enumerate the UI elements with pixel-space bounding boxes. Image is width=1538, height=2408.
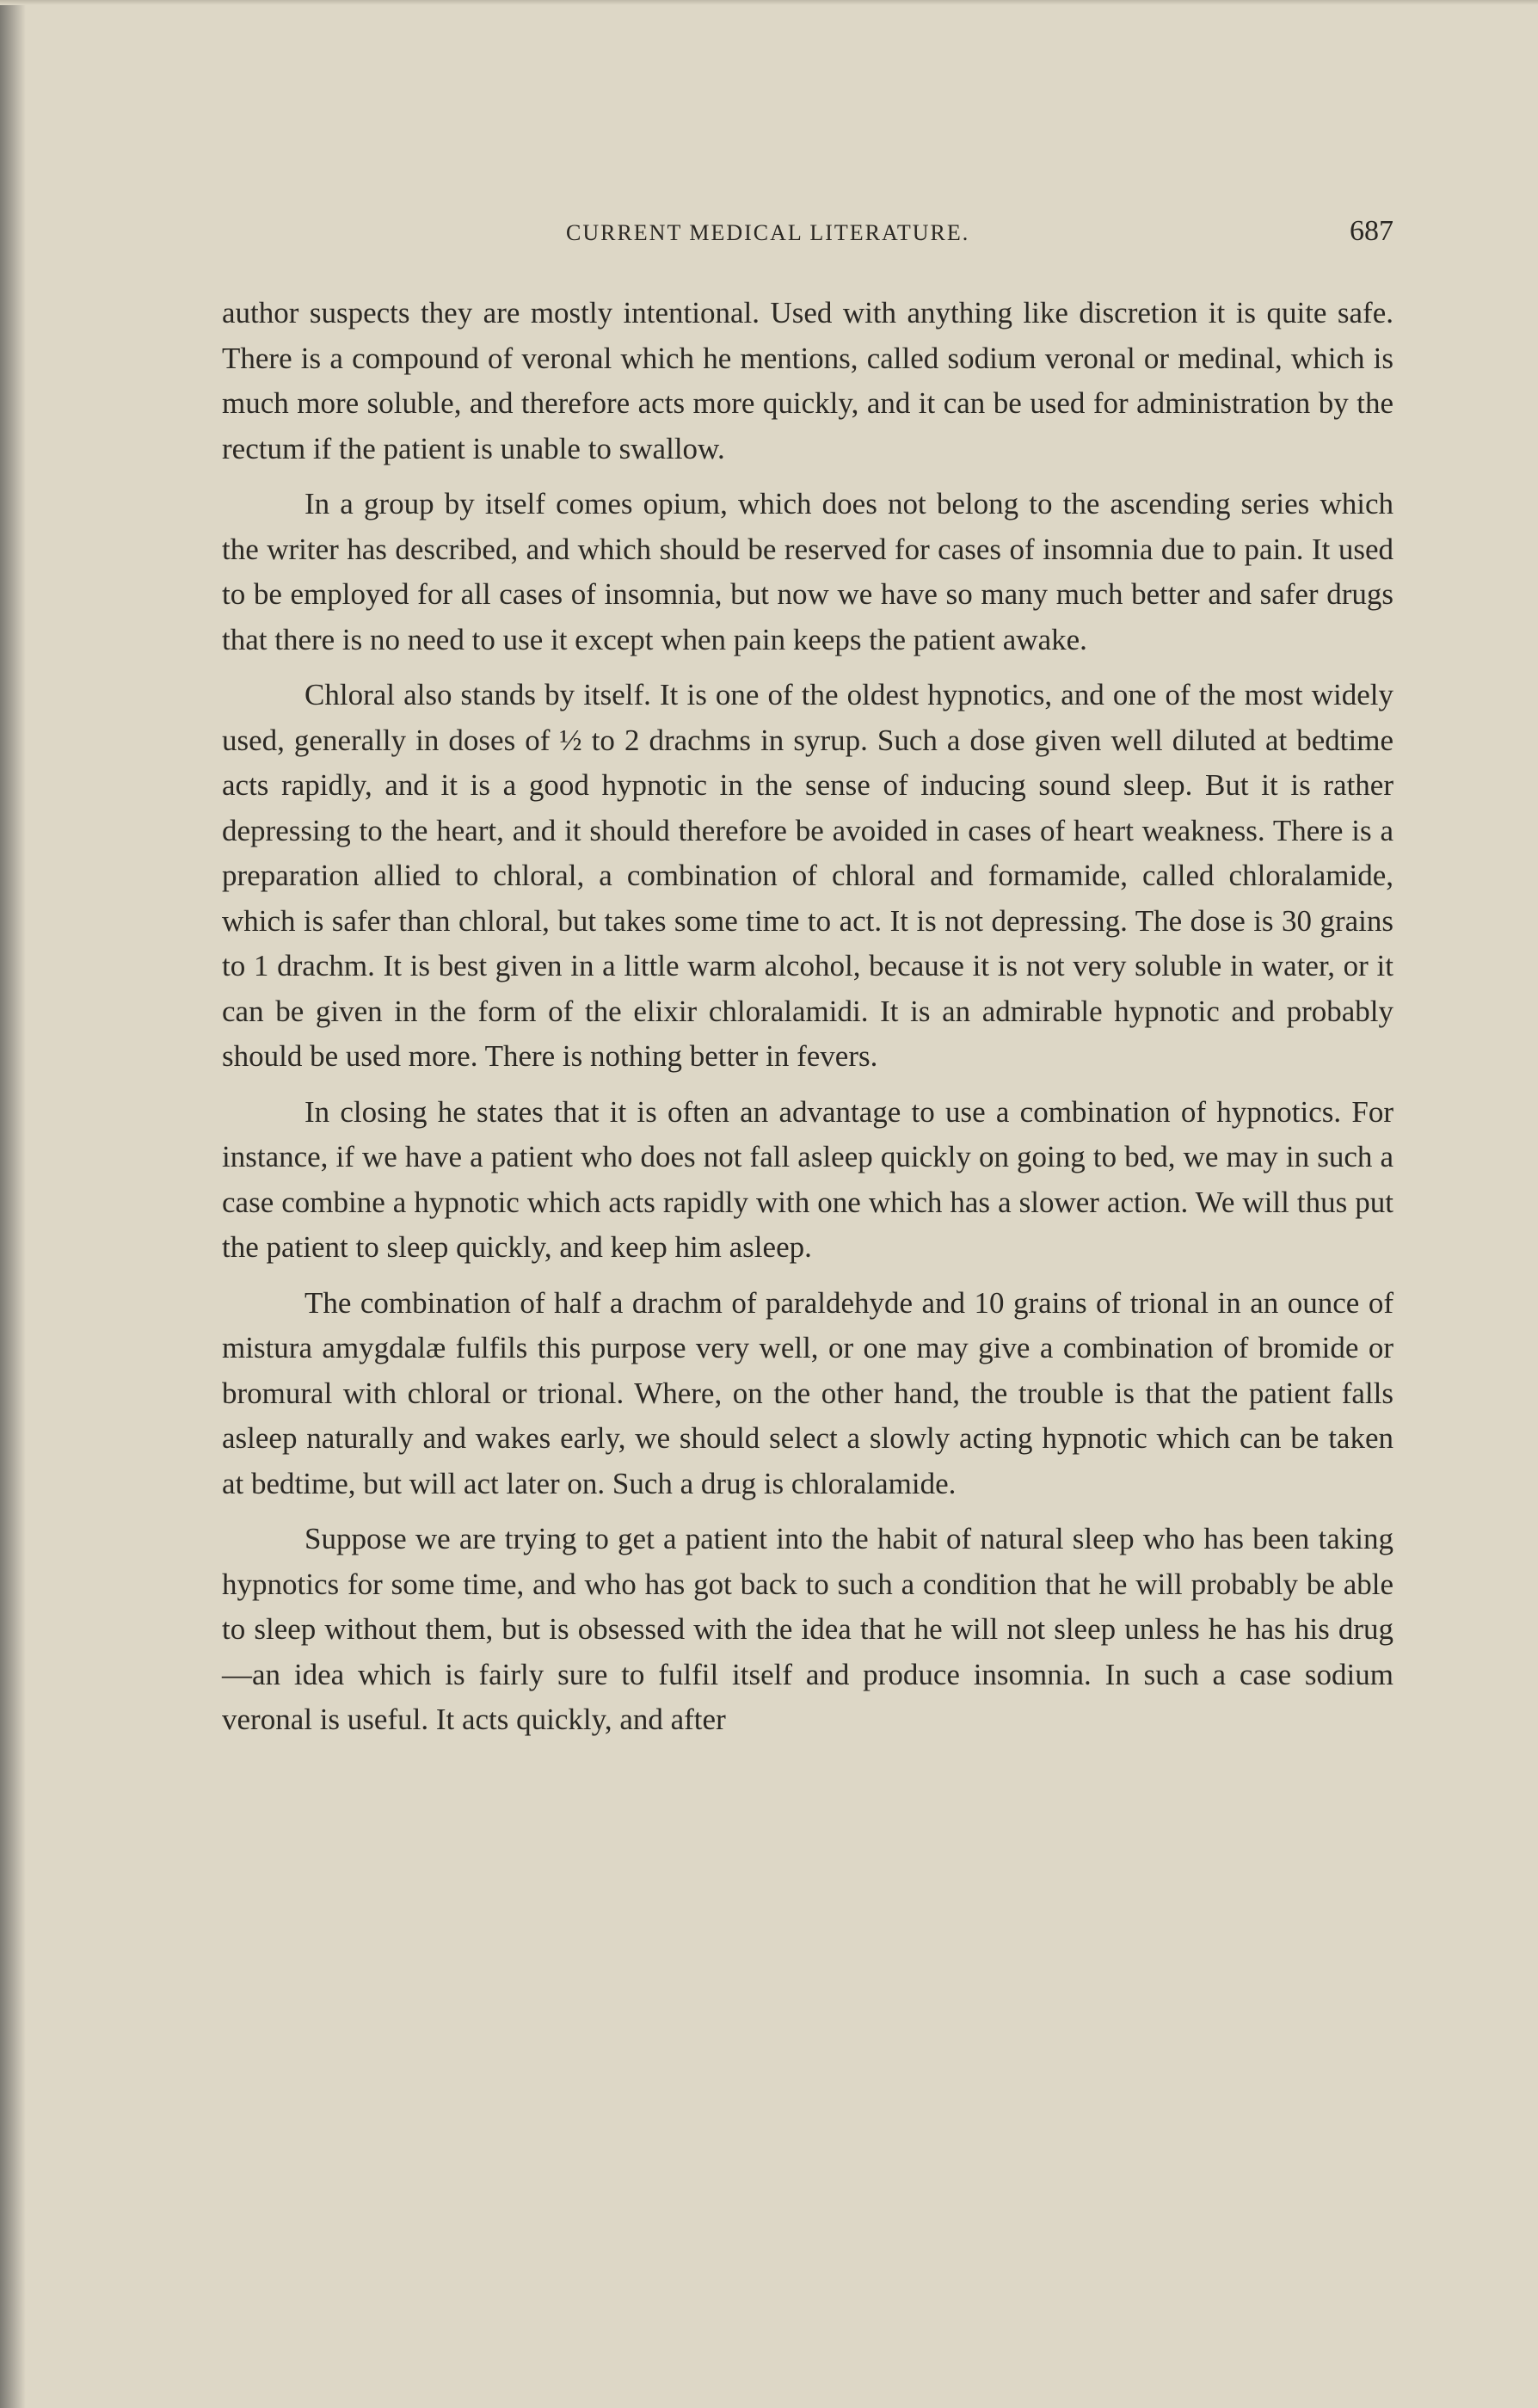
binding-shadow [0, 0, 26, 2408]
page-number: 687 [1350, 215, 1393, 247]
paragraph-opium: In a group by itself comes opium, which does not belong to the ascending series which the writer has described, and which should be reserved for cases of insomnia due to pain. It used to be employed for all cases of insomnia, but now we have so many much better and safer drugs that there is no need to use it except when pain keeps the patient awake. [222, 487, 1393, 656]
paragraph-combination: In closing he states that it is often an advantage to use a combination of hypnotics. For instance, if we have a patient who does not fall asleep quickly on going to bed, we may in such a case combine a hypnotic which acts rapidly with one which has a slower action. We will thus put the patient to sleep quickly, and keep him asleep. [222, 1094, 1393, 1264]
running-head [222, 215, 1393, 258]
paragraph-sodium-veronal: Suppose we are trying to get a patient into the habit of natural sleep who has been taking hypnotics for some time, and who has got back to such a condition that he will probably be able to sleep without them, but is obsessed with the idea that he will not sleep unless he has his drug—an idea which is fairly sure to fulfil itself and produce insomnia. In such a case sodium veronal is useful. It acts quickly, and after [222, 1522, 1393, 1736]
paragraph-paraldehyde: The combination of half a drachm of paraldehyde and 10 grains of trional in an ounce of mistura amygdalæ fulfils this purpose very well, or one may give a combination of bromide or bromural with chloral or trional. Where, on the other hand, the trouble is that the patient falls asleep naturally and wakes early, we should select a slowly acting hypnotic which can be taken at bedtime, but will act later on. Such a drug is chloralamide. [222, 1285, 1393, 1500]
paragraph-continued: author suspects they are mostly intentional. Used with anything like discretion it is quite safe. There is a compound of veronal which he mentions, called sodium veronal or medinal, which is much more soluble, and therefore acts more quickly, and it can be used for administration by the rectum if the patient is unable to swallow. [222, 296, 1393, 465]
page-top-edge [0, 0, 1538, 5]
running-title: CURRENT MEDICAL LITERATURE. [566, 220, 970, 245]
body-text [222, 291, 1393, 1753]
paragraph-chloral: Chloral also stands by itself. It is one of the oldest hypnotics, and one of the most widely used, generally in doses of ½ to 2 drachms in syrup. Such a dose given well diluted at bedtime acts rapidly, and it is a good hypnotic in the sense of inducing sound sleep. But it is rather depressing to the heart, and it should therefore be avoided in cases of heart weakness. There is a preparation allied to chloral, a combination of chloral and formamide, called chloralamide, which is safer than chloral, but takes some time to act. It is not depressing. The dose is 30 grains to 1 drachm. It is best given in a little warm alcohol, because it is not very soluble in water, or it can be given in the form of the elixir chloralamidi. It is an admirable hypnotic and probably should be used more. There is nothing better in fevers. [222, 678, 1393, 1073]
